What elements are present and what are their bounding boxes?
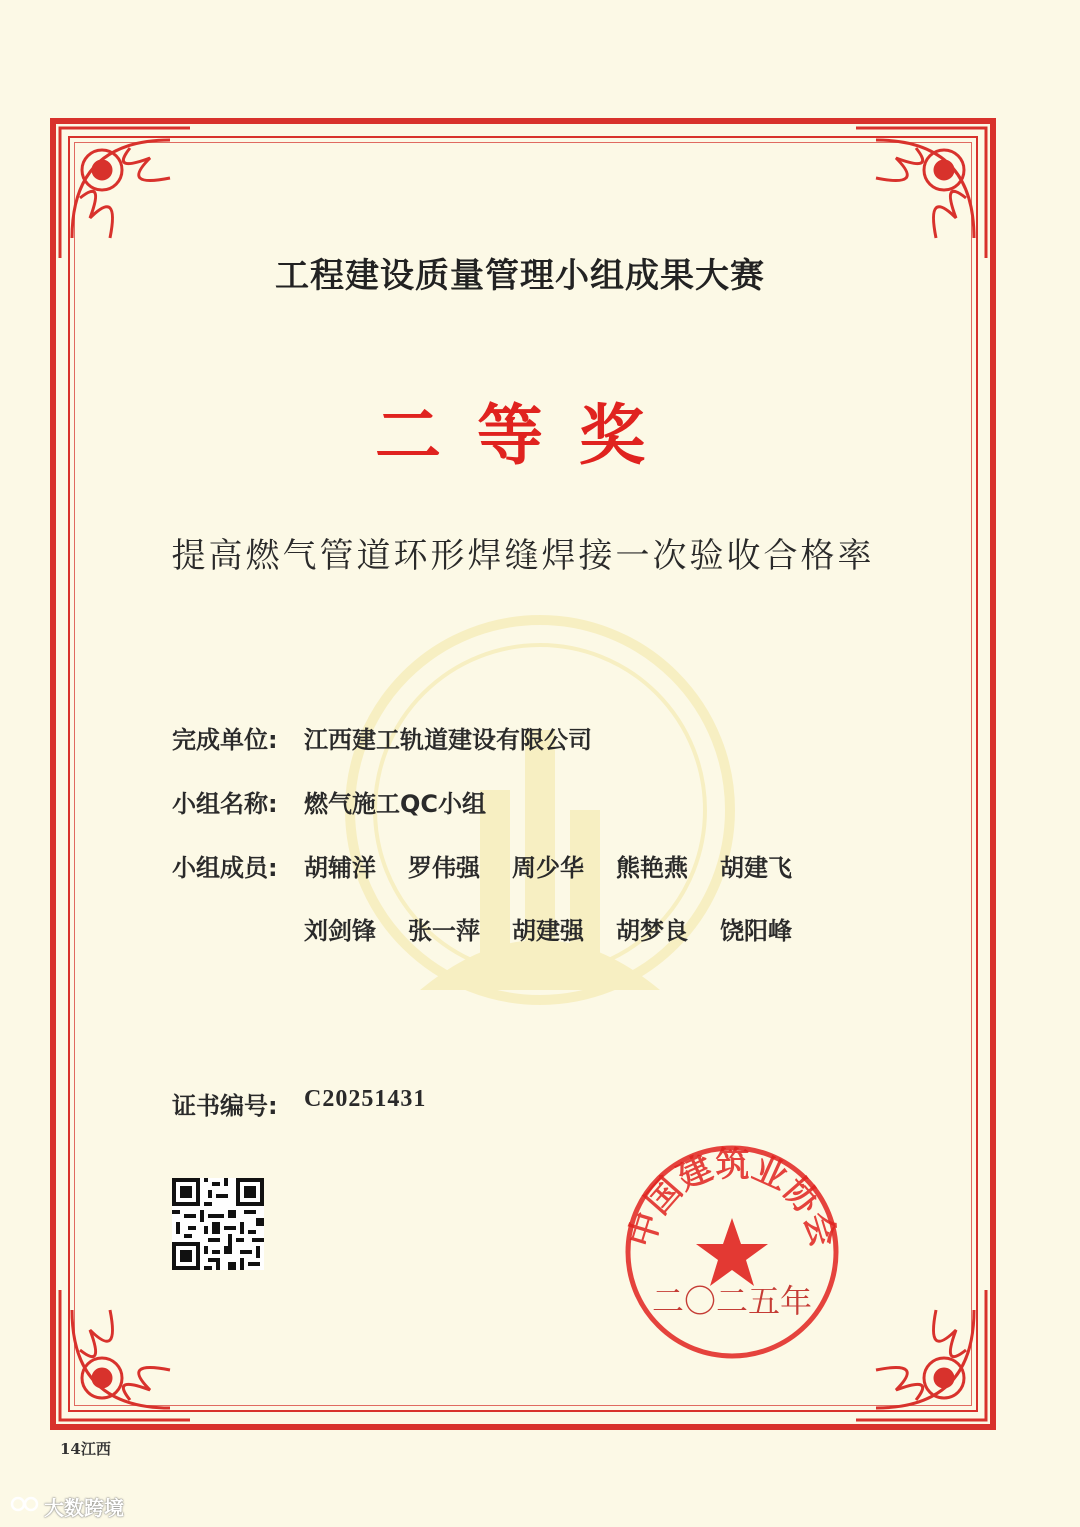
unit-row xyxy=(172,720,592,755)
group-row xyxy=(172,784,486,819)
brand-logo-icon xyxy=(10,1493,40,1520)
brand-watermark-text: 大数跨境 xyxy=(44,1496,124,1520)
page-code: 14江西 xyxy=(60,1440,111,1458)
cert-no-label: 证书编号: xyxy=(172,1092,278,1120)
competition-title: 工程建设质量管理小组成果大赛 xyxy=(275,256,765,296)
unit-label: 完成单位: xyxy=(172,726,278,754)
seal-issuer-text: 中国建筑业协会 xyxy=(621,1145,844,1252)
member-name: 胡梦良 xyxy=(616,917,688,945)
group-label: 小组名称: xyxy=(172,790,278,818)
members-label: 小组成员: xyxy=(172,854,278,882)
seal-year-text: 二〇二五年 xyxy=(651,1282,813,1320)
member-name: 罗伟强 xyxy=(408,854,480,882)
member-name: 胡建强 xyxy=(512,917,584,945)
background-emblem-watermark xyxy=(330,590,750,1060)
member-name: 饶阳峰 xyxy=(720,917,792,945)
member-name: 张一萍 xyxy=(408,917,480,945)
group-value: 燃气施工QC小组 xyxy=(304,790,487,818)
unit-value: 江西建工轨道建设有限公司 xyxy=(304,726,592,754)
member-name: 胡建飞 xyxy=(720,854,792,882)
members-row xyxy=(172,848,304,883)
cert-no-row xyxy=(172,1086,426,1121)
members-list xyxy=(304,848,824,946)
award-level: 二等奖 xyxy=(375,396,681,474)
member-name: 刘剑锋 xyxy=(304,917,376,945)
member-name: 周少华 xyxy=(512,854,584,882)
corner-ornament-bottom-left xyxy=(50,1280,200,1430)
corner-ornament-top-left xyxy=(50,118,200,268)
qr-code[interactable] xyxy=(172,1178,264,1270)
project-title: 提高燃气管道环形焊缝焊接一次验收合格率 xyxy=(171,536,875,576)
corner-ornament-bottom-right xyxy=(846,1280,996,1430)
member-name: 胡辅洋 xyxy=(304,854,376,882)
cert-no-value: C20251431 xyxy=(304,1086,427,1112)
member-name: 熊艳燕 xyxy=(616,854,688,882)
corner-ornament-top-right xyxy=(846,118,996,268)
brand-watermark xyxy=(10,1492,124,1521)
official-seal-stamp xyxy=(620,1140,845,1365)
